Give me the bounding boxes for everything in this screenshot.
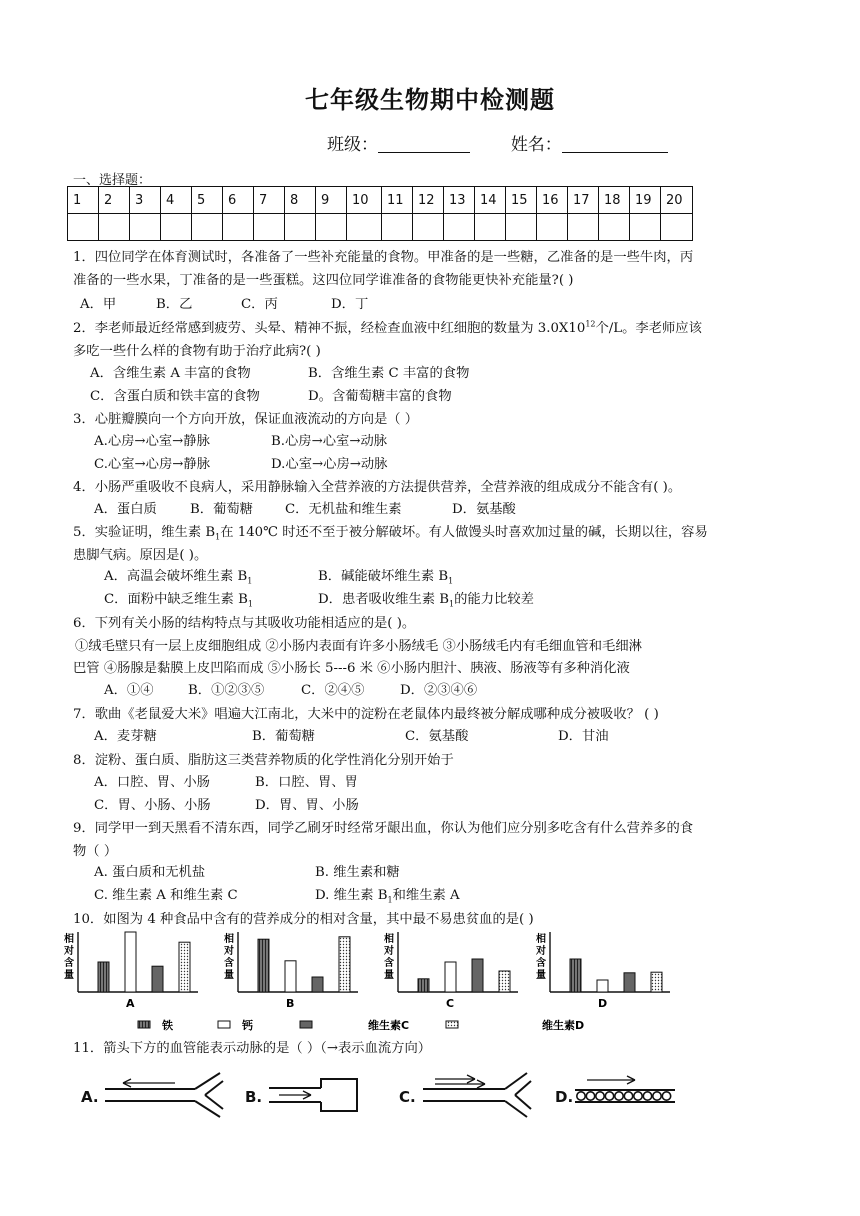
chart-ylabel-char: 量: [536, 970, 546, 981]
q3-option-d: D.心室→心房→动脉: [271, 457, 388, 472]
legend-label: 维生素D: [542, 1019, 585, 1032]
q4-option-d: D．氨基酸: [452, 502, 516, 517]
vessel-label-c: C.: [399, 1088, 416, 1106]
chart-ylabel-char: 含: [64, 958, 74, 969]
chart-ylabel-char: 量: [384, 970, 394, 981]
q5-option-d: [318, 589, 534, 611]
q2-exponent: 12: [585, 319, 596, 329]
name-blank[interactable]: [562, 134, 668, 153]
q7-line1: 7．歌曲《老鼠爱大米》唱遍大江南北，大米中的淀粉在老鼠体内最终被分解成哪种成分被吸收？ ( ): [73, 707, 659, 722]
chart-bar-铁: [570, 959, 581, 992]
answer-number-cell: 7: [254, 187, 285, 214]
q8-option-d: D．胃、胃、小肠: [255, 798, 359, 813]
answer-number-cell: 6: [223, 187, 254, 214]
answer-number-cell: 9: [316, 187, 347, 214]
page-title: 七年级生物期中检测题: [305, 86, 555, 114]
answer-blank-cell[interactable]: [347, 214, 382, 241]
answer-number-cell: 17: [568, 187, 599, 214]
answer-blank-cell[interactable]: [285, 214, 316, 241]
q1-option-c: C．丙: [241, 297, 278, 312]
answer-blank-cell[interactable]: [444, 214, 475, 241]
chart-ylabel-char: 含: [384, 958, 394, 969]
chart-ylabel-char: 相: [384, 934, 394, 945]
chart-ylabel-char: 对: [64, 946, 74, 957]
q10-line1: 10．如图为 4 种食品中含有的营养成分的相对含量，其中最不易患贫血的是( ): [73, 912, 534, 927]
vessel-d-diagram: [575, 1076, 675, 1102]
legend-swatch: [138, 1021, 150, 1028]
chart-bar-维生素C: [624, 973, 635, 992]
q7-option-c: C．氨基酸: [405, 729, 469, 744]
answer-blank-cell[interactable]: [223, 214, 254, 241]
q7-option-d: D．甘油: [558, 729, 609, 744]
q9-option-c: C. 维生素 A 和维生素 C: [94, 888, 238, 903]
chart-ylabel-char: 量: [224, 970, 234, 981]
q8-line1: 8．淀粉、蛋白质、脂肪这三类营养物质的化学性消化分别开始于: [73, 753, 454, 768]
q5-option-d-sub: 1: [449, 599, 455, 609]
answer-table: [67, 186, 693, 241]
q3-option-c: C.心室→心房→静脉: [94, 457, 210, 472]
chart-bar-铁: [418, 979, 429, 992]
vessel-a-diagram: [105, 1073, 223, 1117]
answer-number-cell: 11: [382, 187, 413, 214]
q5-line1-rest: 在 140℃ 时还不至于被分解破坏。有人做馒头时喜欢加过量的碱，长期以往，容易: [220, 525, 708, 540]
q5-option-c: [104, 589, 253, 611]
answer-number-cell: 4: [161, 187, 192, 214]
q1-line1: 1．四位同学在体育测试时，各准备了一些补充能量的食物。甲准备的是一些糖，乙准备的是一些牛肉，丙: [73, 250, 694, 265]
chart-bar-钙: [285, 961, 296, 992]
chart-bar-维生素C: [312, 977, 323, 992]
q1-option-b: B．乙: [156, 297, 193, 312]
answer-number-cell: 5: [192, 187, 223, 214]
vessel-label-d: D.: [555, 1088, 574, 1106]
chart-ylabel-char: 相: [224, 934, 234, 945]
q3-line1: 3．心脏瓣膜向一个方向开放，保证血液流动的方向是（ ）: [73, 412, 419, 427]
answer-number-cell: 12: [413, 187, 444, 214]
answer-number-cell: 16: [537, 187, 568, 214]
answer-blank-cell[interactable]: [537, 214, 568, 241]
blood-cell: [596, 1092, 604, 1100]
q8-option-b: B．口腔、胃、胃: [255, 775, 358, 790]
answer-number-cell: 15: [506, 187, 537, 214]
student-info-line: [327, 130, 668, 155]
legend-label: 钙: [242, 1019, 253, 1032]
answer-blank-cell[interactable]: [599, 214, 630, 241]
q5-option-a-sub: 1: [247, 576, 253, 586]
answer-number-cell: 19: [630, 187, 661, 214]
chart-ylabel-char: 含: [536, 958, 546, 969]
legend-swatch: [446, 1021, 458, 1028]
q11-line1: 11．箭头下方的血管能表示动脉的是（ ）（→表示血流方向）: [73, 1041, 432, 1056]
q5-subscript: 1: [215, 532, 221, 542]
q4-option-a: A．蛋白质: [94, 502, 157, 517]
vessel-label-b: B.: [245, 1088, 263, 1106]
chart-bar-维生素D: [339, 937, 350, 992]
name-label: 姓名：: [510, 135, 562, 155]
q4-option-b: B．葡萄糖: [190, 502, 253, 517]
answer-number-cell: 3: [130, 187, 161, 214]
chart-ylabel-char: 对: [384, 946, 394, 957]
blood-cell: [643, 1092, 651, 1100]
q4-option-c: C．无机盐和维生素: [285, 502, 402, 517]
chart-ylabel-char: 对: [536, 946, 546, 957]
vessel-label-a: A.: [81, 1088, 99, 1106]
blood-cell: [605, 1092, 613, 1100]
vessel-c-diagram: [423, 1073, 531, 1117]
q2-option-d: D。含葡萄糖丰富的食物: [308, 389, 452, 404]
answer-blank-cell[interactable]: [475, 214, 506, 241]
chart-ylabel-char: 对: [224, 946, 234, 957]
q5-option-d-rest: 的能力比较差: [454, 592, 534, 607]
answer-number-cell: 20: [661, 187, 693, 214]
chart-panel-d: [535, 932, 670, 1010]
q2-option-c: C．含蛋白质和铁丰富的食物: [90, 389, 260, 404]
q9-line1: 9．同学甲一到天黑看不清东西，同学乙刷牙时经常牙龈出血，你认为他们应分别多吃含有什么营养多的食: [73, 821, 694, 836]
blood-cell: [615, 1092, 623, 1100]
q8-option-c: C．胃、小肠、小肠: [94, 798, 211, 813]
chart-bar-维生素C: [472, 959, 483, 992]
q5-option-b: [318, 566, 453, 588]
q6-option-a: A．①④: [104, 683, 154, 698]
answer-blank-cell[interactable]: [68, 214, 99, 241]
answer-number-cell: 2: [99, 187, 130, 214]
q9-option-d-text: D. 维生素 B: [315, 888, 388, 903]
chart-bar-钙: [125, 932, 136, 992]
blood-cell: [653, 1092, 661, 1100]
answer-blank-cell[interactable]: [382, 214, 413, 241]
chart-ylabel-char: 量: [64, 970, 74, 981]
chart-xlabel: D: [598, 997, 608, 1010]
answer-blank-cell[interactable]: [99, 214, 130, 241]
q5-option-d-text: D．患者吸收维生素 B: [318, 592, 450, 607]
answer-number-row: [68, 187, 693, 214]
q6-option-d: D．②③④⑥: [400, 683, 478, 698]
q2-line1-text: 2．李老师最近经常感到疲劳、头晕、精神不振，经检查血液中红细胞的数量为 3.0X10: [73, 321, 586, 336]
chart-ylabel-char: 相: [536, 934, 546, 945]
q1-option-d: D．丁: [331, 297, 369, 312]
q5-option-a: [104, 566, 252, 588]
chart-bar-维生素D: [651, 972, 662, 992]
chart-xlabel: A: [126, 997, 135, 1010]
answer-blank-cell[interactable]: [568, 214, 599, 241]
q3-option-a: A.心房→心室→静脉: [94, 434, 210, 449]
chart-bar-维生素C: [152, 966, 163, 992]
q5-option-c-text: C．面粉中缺乏维生素 B: [104, 592, 248, 607]
q8-option-a: A．口腔、胃、小肠: [94, 775, 210, 790]
q5-option-c-sub: 1: [247, 599, 253, 609]
q5-line1: [73, 521, 793, 545]
vessel-b-diagram: [269, 1079, 357, 1111]
blood-cell: [662, 1092, 670, 1100]
legend-swatch: [300, 1021, 312, 1028]
legend-label: 铁: [162, 1019, 173, 1032]
chart-bar-铁: [258, 939, 269, 992]
chart-bar-维生素D: [179, 942, 190, 992]
answer-blank-cell[interactable]: [661, 214, 693, 241]
q1-option-a: A．甲: [80, 297, 117, 312]
chart-bar-维生素D: [499, 971, 510, 992]
answer-blank-cell[interactable]: [130, 214, 161, 241]
q7-option-a: A．麦芽糖: [94, 729, 157, 744]
answer-blank-cell[interactable]: [192, 214, 223, 241]
q4-line1: 4．小肠严重吸收不良病人，采用静脉输入全营养液的方法提供营养，全营养液的组成成分不能含有( )。: [73, 480, 682, 495]
q5-line1-text: 5．实验证明，维生素 B: [73, 525, 216, 540]
chart-bar-钙: [597, 980, 608, 992]
q6-option-c: C．②④⑤: [301, 683, 365, 698]
section-heading: 一、选择题：: [73, 173, 152, 188]
q3-option-b: B.心房→心室→动脉: [271, 434, 388, 449]
class-label: 班级：: [327, 135, 378, 155]
class-blank[interactable]: [378, 134, 470, 153]
chart-panel-a: [63, 932, 198, 1010]
q2-line1: [73, 317, 793, 341]
answer-number-cell: 1: [68, 187, 99, 214]
q7-option-b: B．葡萄糖: [252, 729, 315, 744]
blood-cell: [624, 1092, 632, 1100]
q9-line2: 物（ ）: [73, 844, 118, 859]
legend-label: 维生素C: [368, 1019, 410, 1032]
q10-nutrient-charts: [60, 928, 780, 1036]
answer-blank-cell[interactable]: [254, 214, 285, 241]
q9-option-d-sub: 1: [387, 895, 393, 905]
answer-number-cell: 18: [599, 187, 630, 214]
q6-line1: 6．下列有关小肠的结构特点与其吸收功能相适应的是( )。: [73, 616, 416, 631]
q6-line3: 巴管 ④肠腺是黏膜上皮凹陷而成 ⑤小肠长 5---6 米 ⑥小肠内胆汁、胰液、肠液等有多种消化液: [73, 661, 630, 676]
answer-blank-cell[interactable]: [413, 214, 444, 241]
answer-blank-cell[interactable]: [630, 214, 661, 241]
chart-bar-钙: [445, 962, 456, 992]
chart-ylabel-char: 相: [64, 934, 74, 945]
blood-cell: [634, 1092, 642, 1100]
blood-cell: [586, 1092, 594, 1100]
q6-option-b: B．①②③⑤: [188, 683, 265, 698]
answer-number-cell: 13: [444, 187, 475, 214]
chart-xlabel: B: [286, 997, 295, 1010]
q5-line2: 患脚气病。原因是( )。: [73, 548, 208, 563]
chart-ylabel-char: 含: [224, 958, 234, 969]
q9-option-d-rest: 和维生素 A: [392, 888, 460, 903]
legend-swatch: [218, 1021, 230, 1028]
chart-panel-b: [223, 932, 358, 1010]
chart-xlabel: C: [446, 997, 455, 1010]
answer-blank-cell[interactable]: [316, 214, 347, 241]
answer-number-cell: 8: [285, 187, 316, 214]
answer-number-cell: 14: [475, 187, 506, 214]
q9-option-d: [315, 885, 460, 907]
q9-option-a: A. 蛋白质和无机盐: [94, 865, 206, 880]
q5-option-a-text: A．高温会破坏维生素 B: [104, 569, 248, 584]
answer-blank-cell[interactable]: [161, 214, 192, 241]
answer-blank-row: [68, 214, 693, 241]
q11-vessel-diagrams: [75, 1065, 715, 1125]
q5-option-b-sub: 1: [448, 576, 454, 586]
q6-line2: ①绒毛壁只有一层上皮细胞组成 ②小肠内表面有许多小肠绒毛 ③小肠绒毛内有毛细血管和毛细淋: [75, 639, 642, 654]
answer-number-cell: 10: [347, 187, 382, 214]
q9-option-b: B. 维生素和糖: [315, 865, 400, 880]
q2-option-a: A．含维生素 A 丰富的食物: [90, 366, 251, 381]
q2-option-b: B．含维生素 C 丰富的食物: [308, 366, 470, 381]
q5-option-b-text: B．碱能破坏维生素 B: [318, 569, 449, 584]
answer-blank-cell[interactable]: [506, 214, 537, 241]
blood-cell: [577, 1092, 585, 1100]
chart-bar-铁: [98, 962, 109, 992]
chart-panel-c: [383, 932, 518, 1010]
q1-line2: 准备的一些水果，丁准备的是一些蛋糕。这四位同学谁准备的食物能更快补充能量?( ): [73, 273, 574, 288]
q2-line2: 多吃一些什么样的食物有助于治疗此病?( ): [73, 344, 321, 359]
q2-line1-rest: 个/L。李老师应该: [595, 321, 702, 336]
